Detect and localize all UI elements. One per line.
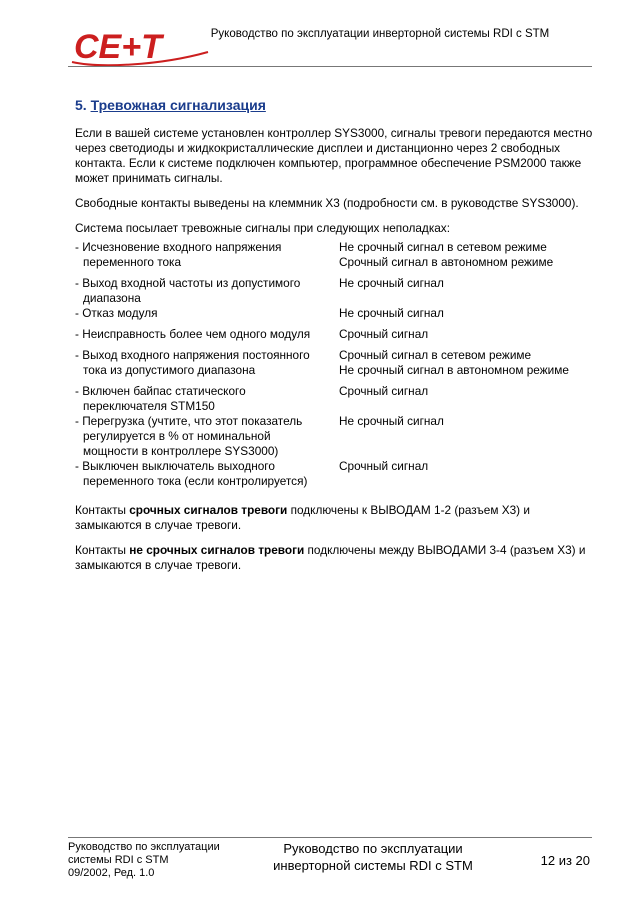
alarm-signal (339, 348, 595, 378)
contact-text: Контакты (75, 503, 130, 517)
footer-left-line: Руководство по эксплуатации (68, 841, 220, 853)
alarm-condition-line: - Перегрузка (учтите, что этот показатель (75, 414, 303, 428)
paragraph-urgent-contacts (75, 503, 595, 533)
alarm-signal-line: Не срочный сигнал (339, 276, 444, 290)
footer-divider (68, 837, 592, 838)
logo-text: CE+T (74, 28, 162, 66)
alarm-row (75, 276, 595, 306)
alarm-signal (339, 327, 595, 342)
alarm-condition (75, 327, 339, 342)
paragraph-contacts-x3: Свободные контакты выведены на клеммник X3 (подробности см. в руководстве SYS3000). (75, 196, 579, 210)
paragraph-intro: Если в вашей системе установлен контроллер SYS3000, сигналы тревоги передаются местно через светодиоды и жидкокристаллические дисплеи и дистанционно через 2 свободных контакта. Если к системе подключен компьютер, программное обеспечение PSM2000 также может принимать сигналы. (75, 126, 593, 185)
page-content (75, 96, 595, 583)
paragraph-alarm-list-intro: Система посылает тревожные сигналы при следующих неполадках: (75, 221, 450, 235)
section-number: 5. (75, 97, 87, 113)
alarm-row (75, 327, 595, 342)
header-title: Руководство по эксплуатации инверторной системы RDI с STM (210, 28, 550, 40)
alarm-condition (75, 384, 339, 414)
contact-text: подключены к ВЫВОДАМ 1-2 (разъем X3) и замыкаются в случае тревоги. (75, 503, 530, 532)
page-number: 12 из 20 (540, 853, 590, 868)
alarm-row (75, 384, 595, 414)
alarm-signal (339, 306, 595, 321)
section-title (75, 96, 595, 114)
alarm-signal-line: Срочный сигнал (339, 384, 429, 398)
footer-left-line: 09/2002, Ред. 1.0 (68, 867, 155, 879)
alarm-condition (75, 348, 339, 378)
footer-center (258, 840, 488, 874)
contact-text: Контакты (75, 543, 130, 557)
alarm-row (75, 306, 595, 321)
alarm-signal-line: Не срочный сигнал в сетевом режиме (339, 240, 547, 254)
alarm-signal (339, 459, 595, 489)
footer-center-line: Руководство по эксплуатации (283, 841, 463, 856)
alarm-condition (75, 306, 339, 321)
footer-left (68, 841, 248, 880)
alarm-signal-line: Срочный сигнал в автономном режиме (339, 255, 554, 269)
alarm-condition-line: диапазона (83, 291, 141, 305)
header-divider (68, 66, 592, 67)
alarm-signal-line: Срочный сигнал (339, 327, 429, 341)
alarm-condition-line: переменного тока (если контролируется) (83, 474, 308, 488)
alarm-row (75, 459, 595, 489)
alarm-condition (75, 459, 339, 489)
alarm-signal-line: Не срочный сигнал в автономном режиме (339, 363, 569, 377)
alarm-condition-line: - Отказ модуля (75, 306, 158, 320)
alarm-condition-line: - Выход входной частоты из допустимого (75, 276, 301, 290)
alarm-signal (339, 276, 595, 306)
alarm-condition-line: тока из допустимого диапазона (83, 363, 256, 377)
paragraph-nonurgent-contacts (75, 543, 595, 573)
alarm-signal-line: Не срочный сигнал (339, 306, 444, 320)
alarm-condition-line: - Неисправность более чем одного модуля (75, 327, 311, 341)
alarm-signal (339, 240, 595, 270)
alarm-condition-line: - Включен байпас статического (75, 384, 246, 398)
contact-text: подключены между ВЫВОДАМИ 3-4 (разъем X3) и замыкаются в случае тревоги. (75, 543, 586, 572)
alarm-signal (339, 384, 595, 414)
contact-emphasis: срочных сигналов тревоги (129, 503, 288, 517)
alarm-condition (75, 276, 339, 306)
footer-center-line: инверторной системы RDI с STM (273, 858, 473, 873)
contact-emphasis: не срочных сигналов тревоги (129, 543, 305, 557)
alarm-condition-line: - Исчезновение входного напряжения (75, 240, 282, 254)
alarm-signal-line: Не срочный сигнал (339, 414, 444, 428)
alarm-signal-line: Срочный сигнал в сетевом режиме (339, 348, 532, 362)
company-logo (68, 22, 218, 68)
alarm-row (75, 348, 595, 378)
alarm-row (75, 240, 595, 270)
alarm-row (75, 414, 595, 459)
alarm-condition-line: переменного тока (83, 255, 182, 269)
alarm-condition-line: мощности в контроллере SYS3000) (83, 444, 279, 458)
footer-left-line: системы RDI с STM (68, 854, 169, 866)
alarm-condition-line: - Выключен выключатель выходного (75, 459, 275, 473)
alarm-signal (339, 414, 595, 459)
section-title-text: Тревожная сигнализация (90, 97, 266, 113)
alarm-condition-line: - Выход входного напряжения постоянного (75, 348, 310, 362)
alarm-condition (75, 240, 339, 270)
alarm-list (75, 240, 595, 489)
alarm-condition-line: регулируется в % от номинальной (83, 429, 271, 443)
alarm-condition-line: переключателя STM150 (83, 399, 215, 413)
alarm-condition (75, 414, 339, 459)
alarm-signal-line: Срочный сигнал (339, 459, 429, 473)
